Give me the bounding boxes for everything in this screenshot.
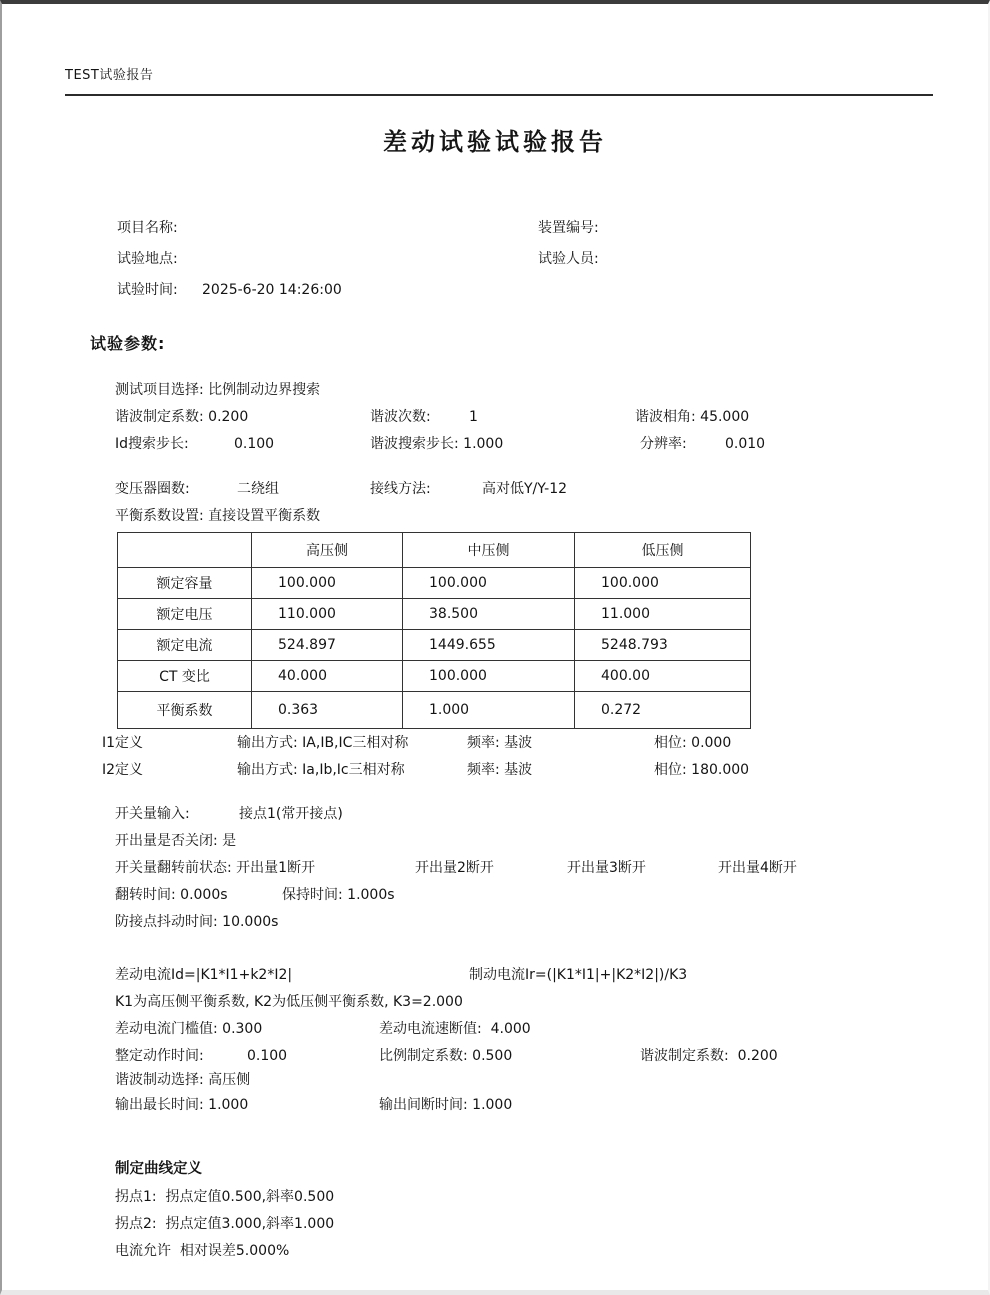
test-time-value: 2025-6-20 14:26:00 — [202, 282, 342, 298]
pre-flip-state-output3: 开出量3断开 — [567, 860, 646, 876]
resolution-value: 0.010 — [725, 436, 766, 452]
cell-value: 100.000 — [252, 568, 403, 599]
id-search-step-label: Id搜索步长: — [115, 436, 189, 452]
section-title-test-params: 试验参数: — [90, 334, 166, 353]
differential-threshold: 差动电流门槛值: 0.300 — [115, 1021, 263, 1037]
output-closed-flag: 开出量是否关闭: 是 — [115, 833, 237, 849]
harmonic-coefficient-2: 谐波制定系数: 0.200 — [640, 1048, 778, 1064]
current-tolerance: 电流允许 相对误差5.000% — [115, 1243, 290, 1259]
output-gap-time: 输出间断时间: 1.000 — [379, 1097, 513, 1113]
ratio-coefficient: 比例制定系数: 0.500 — [379, 1048, 513, 1064]
cell-value: 1.000 — [403, 692, 575, 729]
harmonic-phase-angle: 谐波相角: 45.000 — [635, 409, 750, 425]
row-label: 额定容量 — [118, 568, 252, 599]
device-number-label: 装置编号: — [538, 220, 599, 236]
differential-cutoff: 差动电流速断值: 4.000 — [379, 1021, 531, 1037]
wiring-method-value: 高对低Y/Y-12 — [482, 481, 568, 497]
cell-value: 11.000 — [575, 599, 751, 630]
harmonic-order-label: 谐波次数: — [370, 409, 431, 425]
hold-time: 保持时间: 1.000s — [282, 887, 395, 903]
report-title: 差动试验试验报告 — [383, 128, 607, 156]
switch-input-label: 开关量输入: — [115, 806, 190, 822]
switch-input-value: 接点1(常开接点) — [239, 806, 343, 822]
balance-coefficient-table — [117, 532, 751, 729]
i1-frequency: 频率: 基波 — [467, 735, 533, 751]
i2-frequency: 频率: 基波 — [467, 762, 533, 778]
pre-flip-state-output4: 开出量4断开 — [718, 860, 797, 876]
table-row-rated-capacity — [118, 568, 751, 599]
winding-count-value: 二绕组 — [237, 481, 279, 497]
cell-value: 100.000 — [403, 568, 575, 599]
harmonic-order-value: 1 — [469, 409, 478, 425]
cell-value: 100.000 — [403, 661, 575, 692]
test-personnel-label: 试验人员: — [538, 251, 599, 267]
i1-phase: 相位: 0.000 — [654, 735, 732, 751]
differential-current-formula: 差动电流Id=|K1*I1+k2*I2| — [115, 967, 293, 983]
table-header-row — [118, 533, 751, 568]
cell-value: 40.000 — [252, 661, 403, 692]
table-row-rated-voltage — [118, 599, 751, 630]
cell-value: 1449.655 — [403, 630, 575, 661]
restraint-current-formula: 制动电流Ir=(|K1*I1|+|K2*I2|)/K3 — [469, 967, 688, 983]
i2-phase: 相位: 180.000 — [654, 762, 750, 778]
row-label: CT 变比 — [118, 661, 252, 692]
winding-count-label: 变压器圈数: — [115, 481, 190, 497]
column-header-high: 高压侧 — [252, 533, 403, 568]
cell-value: 400.00 — [575, 661, 751, 692]
contact-debounce-time: 防接点抖动时间: 10.000s — [115, 914, 279, 930]
column-header-mid: 中压侧 — [403, 533, 575, 568]
pre-flip-state-output2: 开出量2断开 — [415, 860, 494, 876]
i1-definition-label: I1定义 — [102, 735, 144, 751]
table-row-rated-current — [118, 630, 751, 661]
resolution-label: 分辨率: — [640, 436, 687, 452]
wiring-method-label: 接线方法: — [370, 481, 431, 497]
column-header-low: 低压侧 — [575, 533, 751, 568]
i1-output-mode: 输出方式: IA,IB,IC三相对称 — [237, 735, 409, 751]
knee-point-2: 拐点2: 拐点定值3.000,斜率1.000 — [115, 1216, 335, 1232]
curve-definition-title: 制定曲线定义 — [115, 1161, 202, 1177]
cell-value: 0.272 — [575, 692, 751, 729]
cell-value: 0.363 — [252, 692, 403, 729]
cell-value: 100.000 — [575, 568, 751, 599]
balance-coefficient-setting: 平衡系数设置: 直接设置平衡系数 — [115, 508, 321, 524]
table-row-balance-coeff — [118, 692, 751, 729]
knee-point-1: 拐点1: 拐点定值0.500,斜率0.500 — [115, 1189, 335, 1205]
test-location-label: 试验地点: — [117, 251, 178, 267]
project-name-label: 项目名称: — [117, 220, 178, 236]
table-corner-cell — [118, 533, 252, 568]
row-label: 额定电压 — [118, 599, 252, 630]
cell-value: 38.500 — [403, 599, 575, 630]
row-label: 额定电流 — [118, 630, 252, 661]
max-output-time: 输出最长时间: 1.000 — [115, 1097, 249, 1113]
k-coefficient-note: K1为高压侧平衡系数, K2为低压侧平衡系数, K3=2.000 — [115, 994, 463, 1010]
action-time-label: 整定动作时间: — [115, 1048, 204, 1064]
harmonic-search-step: 谐波搜索步长: 1.000 — [370, 436, 504, 452]
flip-time: 翻转时间: 0.000s — [115, 887, 228, 903]
test-time-label: 试验时间: — [117, 282, 178, 298]
table-row-ct-ratio — [118, 661, 751, 692]
i2-definition-label: I2定义 — [102, 762, 144, 778]
cell-value: 524.897 — [252, 630, 403, 661]
test-item-selection: 测试项目选择: 比例制动边界搜索 — [115, 382, 321, 398]
pre-flip-state-output1: 开关量翻转前状态: 开出量1断开 — [115, 860, 316, 876]
id-search-step-value: 0.100 — [234, 436, 275, 452]
header-divider — [65, 94, 933, 96]
i2-output-mode: 输出方式: Ia,Ib,Ic三相对称 — [237, 762, 405, 778]
cell-value: 5248.793 — [575, 630, 751, 661]
row-label: 平衡系数 — [118, 692, 252, 729]
page-header-text: TEST试验报告 — [65, 68, 154, 83]
action-time-value: 0.100 — [247, 1048, 288, 1064]
cell-value: 110.000 — [252, 599, 403, 630]
harmonic-coefficient: 谐波制定系数: 0.200 — [115, 409, 249, 425]
harmonic-restraint-selection: 谐波制动选择: 高压侧 — [115, 1072, 251, 1088]
